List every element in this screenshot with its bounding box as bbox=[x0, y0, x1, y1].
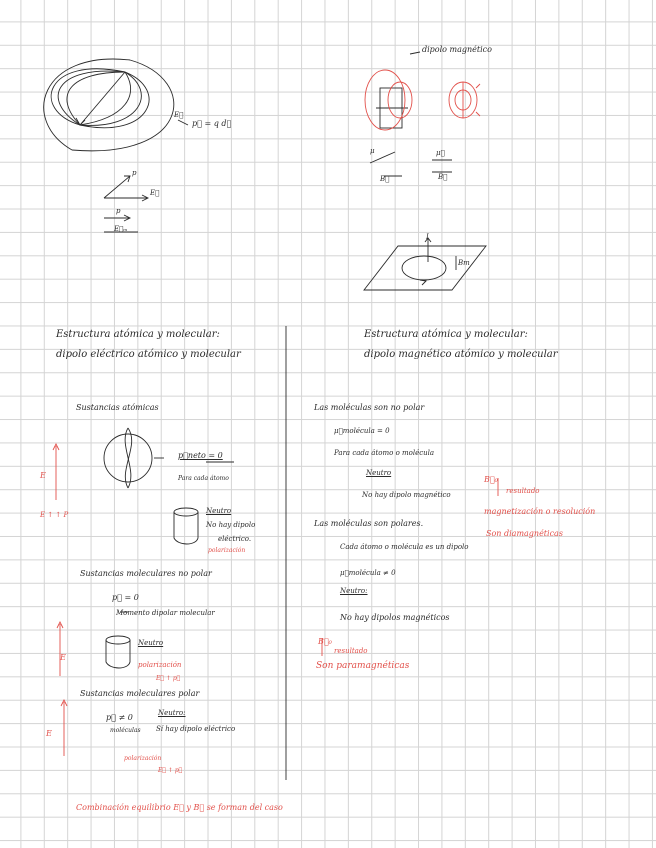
no-dipole-2: eléctrico. bbox=[218, 535, 252, 543]
neutro-right-2: Neutro: bbox=[340, 587, 368, 595]
p-zero: p⃗ = 0 bbox=[112, 593, 139, 602]
e-parallel-p: E ↑ ↑ P bbox=[40, 511, 69, 519]
neutro-3: Neutro: bbox=[158, 709, 186, 717]
dipole-moment-vectors bbox=[104, 120, 452, 232]
polarizacion-1: polarización bbox=[208, 547, 246, 554]
magnetizacion-note: magnetización o resolución bbox=[484, 507, 596, 516]
p-ne-zero: p⃗ ≠ 0 bbox=[106, 713, 133, 722]
resultado-1: resultado bbox=[506, 487, 540, 495]
right-bullet-2: Las moléculas son polares. bbox=[314, 519, 424, 528]
right-heading-1: Estructura atómica y molecular: bbox=[364, 329, 528, 340]
left-bullet-3: Sustancias moleculares polar bbox=[80, 689, 200, 698]
b0-label: B⃗₀ bbox=[484, 475, 498, 484]
p-equals-qd: p⃗ = q d⃗ bbox=[192, 119, 232, 128]
p-vector-label-2: p bbox=[116, 207, 121, 215]
b-vector-label: B⃗ bbox=[438, 173, 448, 181]
b0-label-2: B⃗₀ bbox=[318, 637, 332, 646]
left-heading-1: Estructura atómica y molecular: bbox=[56, 329, 220, 340]
right-heading-2: dipolo magnético atómico y molecular bbox=[364, 349, 558, 360]
moments-note: Momento dipolar molecular bbox=[116, 609, 215, 617]
polarizacion-3: polarización bbox=[124, 755, 162, 762]
e-axis-label: E bbox=[40, 471, 46, 480]
bm-label: Bm bbox=[458, 259, 470, 267]
polarizacion-2: polarización bbox=[138, 661, 182, 669]
electric-dipole-field-lines bbox=[44, 59, 174, 151]
e-up-p-2: E⃗ ↑ p⃗ bbox=[158, 767, 183, 774]
diamagneticas: Son diamagnéticas bbox=[486, 529, 563, 538]
e-vector-label-2: E⃗ bbox=[150, 189, 160, 197]
left-bullet-1: Sustancias atómicas bbox=[76, 403, 159, 412]
left-heading-2: dipolo eléctrico atómico y molecular bbox=[56, 349, 241, 360]
right-bullet-1: Las moléculas son no polar bbox=[314, 403, 425, 412]
si-hay-dipolo: Sí hay dipolo eléctrico bbox=[156, 725, 236, 733]
mu-label: μ bbox=[370, 147, 375, 155]
left-bullet-2: Sustancias moleculares no polar bbox=[80, 569, 212, 578]
no-hay-dipolos: No hay dipolos magnéticos bbox=[340, 613, 450, 622]
para-cada-atomo: Para cada átomo o molécula bbox=[334, 449, 435, 457]
p-neto-zero: p⃗neto = 0 bbox=[178, 451, 223, 460]
footer-note: Combinación equilibrio E⃗ y B⃗ se forman del caso bbox=[76, 803, 283, 812]
magnetic-dipole-sketch bbox=[376, 52, 420, 128]
current-label: I bbox=[426, 233, 429, 241]
mu-molecula-ne-zero: μ⃗molécula ≠ 0 bbox=[340, 569, 396, 577]
e-axis-label-3: E bbox=[46, 729, 52, 738]
no-dipole-1: No hay dipolo bbox=[206, 521, 256, 529]
mu-molecula-zero: μ⃗molécula = 0 bbox=[334, 427, 390, 435]
atom-sketch bbox=[104, 428, 164, 488]
b-label: B⃗ bbox=[380, 175, 390, 183]
magnetic-field-loops bbox=[365, 70, 480, 130]
em-label: E⃗ₘ bbox=[114, 225, 128, 233]
no-hay-dipolo-magnetico: No hay dipolo magnético bbox=[362, 491, 451, 499]
p-vector-label: p bbox=[132, 169, 137, 177]
neutro-2: Neutro bbox=[138, 639, 164, 647]
neutral-label: Neutro bbox=[206, 507, 232, 515]
mu-vector-label: μ⃗ bbox=[436, 149, 445, 157]
neutro-right: Neutro bbox=[366, 469, 392, 477]
sum-note: Para cada átomo bbox=[178, 475, 229, 482]
paramagneticas: Son paramagnéticas bbox=[316, 661, 410, 671]
e-axis-label-2: E bbox=[60, 653, 66, 662]
cada-atomo: Cada átomo o molécula es un dipolo bbox=[340, 543, 469, 551]
moleculas: moléculas bbox=[110, 727, 141, 734]
e-vector-label: E⃗ bbox=[174, 111, 184, 119]
e-up-p-1: E⃗ ↑ p⃗ bbox=[156, 675, 181, 682]
resultado-2: resultado bbox=[334, 647, 368, 655]
dipole-label: dipolo magnético bbox=[422, 45, 492, 54]
